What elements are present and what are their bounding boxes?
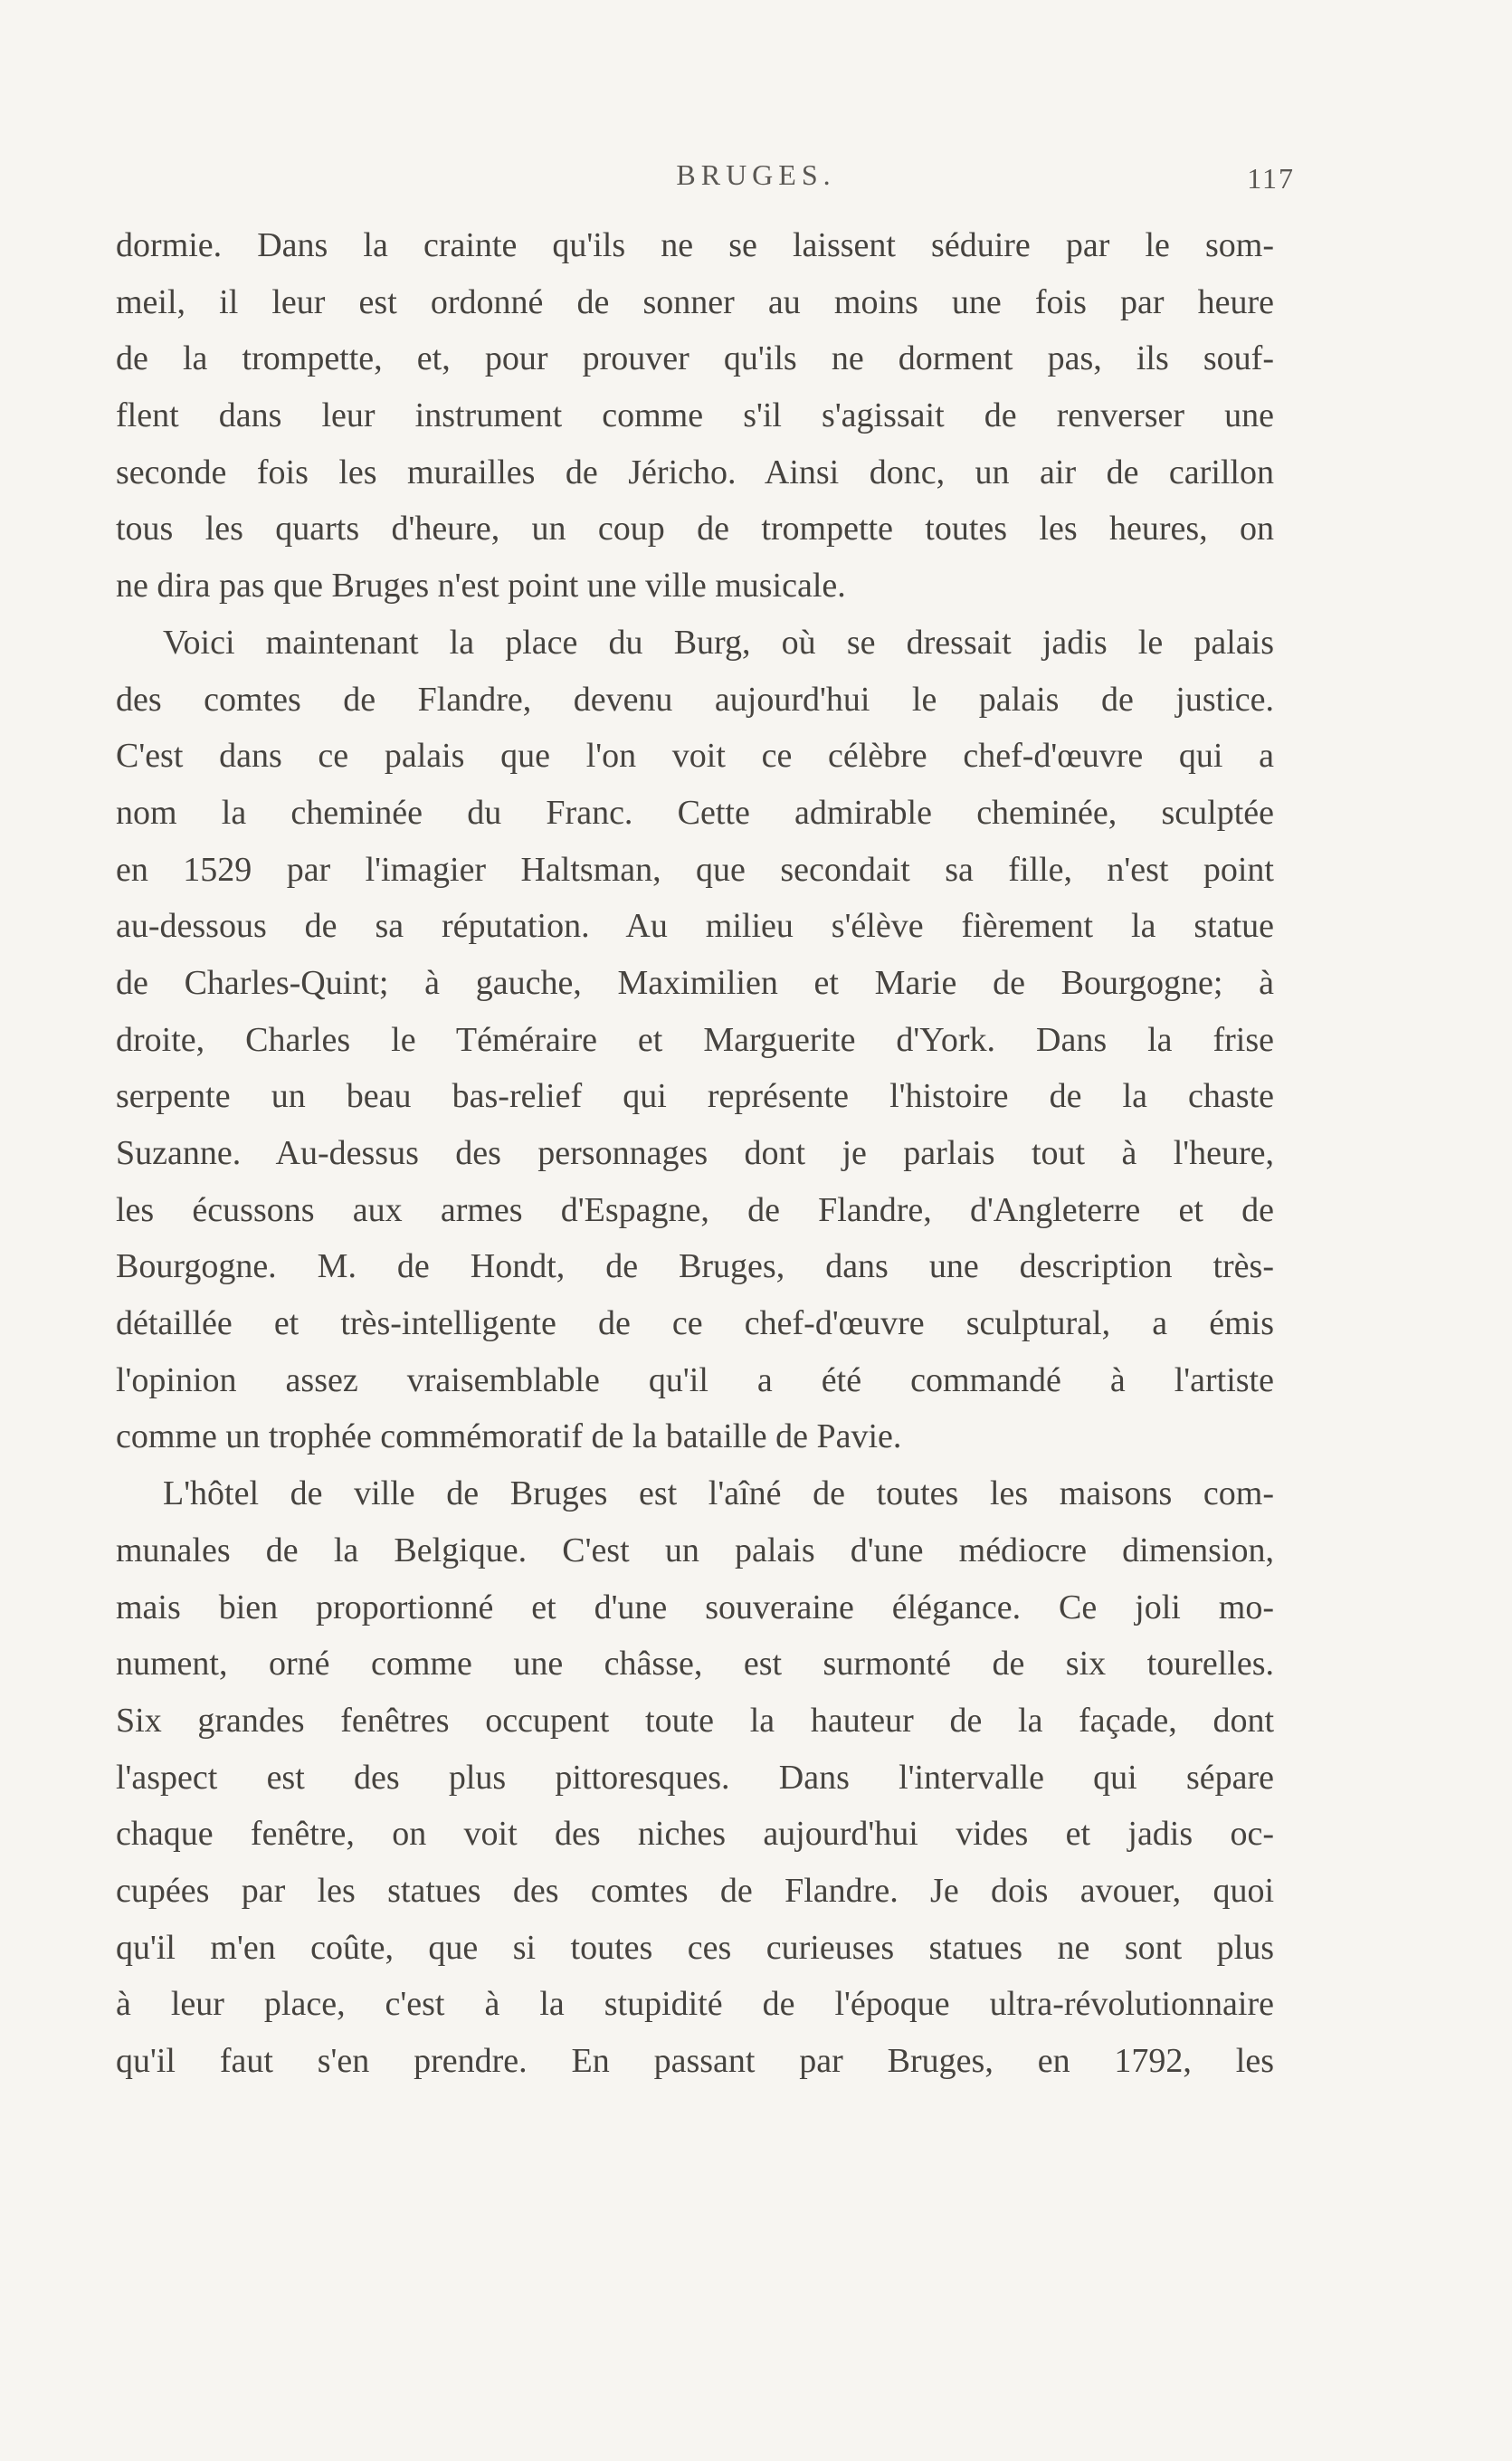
- text-line: tous les quarts d'heure, un coup de trompette toutes les heures, on: [116, 510, 1274, 548]
- text-line: Suzanne. Au-dessus des personnages dont je parlais tout à l'heure,: [116, 1134, 1274, 1172]
- text-line: de la trompette, et, pour prouver qu'ils ne dorment pas, ils souf-: [116, 339, 1274, 378]
- text-line: l'opinion assez vraisemblable qu'il a été commandé à l'artiste: [116, 1360, 1274, 1399]
- text-line: Bourgogne. M. de Hondt, de Bruges, dans une description très-: [116, 1247, 1274, 1286]
- text-line: détaillée et très-intelligente de ce chef-d'œuvre sculptural, a émis: [116, 1304, 1274, 1343]
- text-line: qu'il m'en coûte, que si toutes ces curieuses statues ne sont plus: [116, 1928, 1274, 1967]
- text-line: chaque fenêtre, on voit des niches aujourd'hui vides et jadis oc-: [116, 1815, 1274, 1854]
- text-line: flent dans leur instrument comme s'il s'agissait de renverser une: [116, 396, 1274, 435]
- text-line: les écussons aux armes d'Espagne, de Flandre, d'Angleterre et de: [116, 1190, 1274, 1229]
- text-line: Voici maintenant la place du Burg, où se dressait jadis le palais: [163, 623, 1274, 662]
- text-line: des comtes de Flandre, devenu aujourd'hui le palais de justice.: [116, 680, 1274, 719]
- text-line: dormie. Dans la crainte qu'ils ne se laissent séduire par le som-: [116, 226, 1274, 264]
- text-line: serpente un beau bas-relief qui représente l'histoire de la chaste: [116, 1077, 1274, 1116]
- body-text: [116, 217, 1274, 2090]
- text-line: en 1529 par l'imagier Haltsman, que secondait sa fille, n'est point: [116, 850, 1274, 889]
- text-line: seconde fois les murailles de Jéricho. Ainsi donc, un air de carillon: [116, 453, 1274, 491]
- text-line: C'est dans ce palais que l'on voit ce célèbre chef-d'œuvre qui a: [116, 737, 1274, 776]
- text-line: nument, orné comme une châsse, est surmonté de six tourelles.: [116, 1645, 1274, 1684]
- text-line: meil, il leur est ordonné de sonner au moins une fois par heure: [116, 282, 1274, 321]
- text-line: droite, Charles le Téméraire et Marguerite d'York. Dans la frise: [116, 1020, 1274, 1059]
- text-line: comme un trophée commémoratif de la bataille de Pavie.: [116, 1417, 902, 1456]
- text-line: munales de la Belgique. C'est un palais d'une médiocre dimension,: [116, 1531, 1274, 1569]
- text-line: au-dessous de sa réputation. Au milieu s'élève fièrement la statue: [116, 907, 1274, 946]
- running-head: [0, 158, 1512, 195]
- text-line: L'hôtel de ville de Bruges est l'aîné de toutes les maisons com-: [163, 1474, 1274, 1513]
- text-line: ne dira pas que Bruges n'est point une ville musicale.: [116, 567, 846, 606]
- text-line: à leur place, c'est à la stupidité de l'époque ultra-révolutionnaire: [116, 1985, 1274, 2024]
- running-title: BRUGES.: [676, 158, 836, 191]
- page-number: 117: [1247, 162, 1295, 195]
- text-line: qu'il faut s'en prendre. En passant par Bruges, en 1792, les: [116, 2042, 1274, 2080]
- text-line: mais bien proportionné et d'une souveraine élégance. Ce joli mo-: [116, 1588, 1274, 1626]
- text-line: nom la cheminée du Franc. Cette admirable cheminée, sculptée: [116, 793, 1274, 832]
- text-line: cupées par les statues des comtes de Flandre. Je dois avouer, quoi: [116, 1871, 1274, 1910]
- text-line: Six grandes fenêtres occupent toute la hauteur de la façade, dont: [116, 1701, 1274, 1740]
- text-line: l'aspect est des plus pittoresques. Dans l'intervalle qui sépare: [116, 1758, 1274, 1797]
- text-line: de Charles-Quint; à gauche, Maximilien et Marie de Bourgogne; à: [116, 963, 1274, 1002]
